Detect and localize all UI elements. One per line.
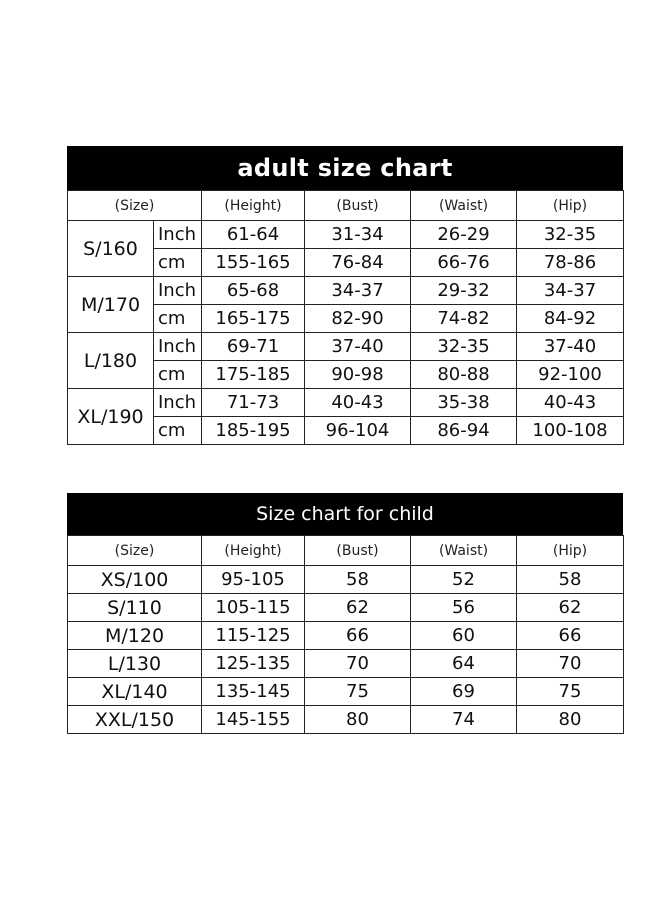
header-bust: (Bust): [305, 191, 411, 221]
height-cm: 155-165: [202, 249, 305, 277]
hip-cell: 80: [517, 706, 624, 734]
size-cell: S/160: [68, 221, 154, 277]
height-cell: 145-155: [202, 706, 305, 734]
table-row: [68, 277, 624, 305]
bust-cm: 82-90: [305, 305, 411, 333]
waist-cell: 56: [411, 594, 517, 622]
bust-cm: 96-104: [305, 417, 411, 445]
hip-cm: 92-100: [517, 361, 624, 389]
waist-cm: 74-82: [411, 305, 517, 333]
header-waist: (Waist): [411, 191, 517, 221]
height-cell: 115-125: [202, 622, 305, 650]
table-row: [68, 678, 624, 706]
waist-cell: 52: [411, 566, 517, 594]
header-hip: (Hip): [517, 191, 624, 221]
hip-cell: 66: [517, 622, 624, 650]
height-cell: 105-115: [202, 594, 305, 622]
table-row: [68, 389, 624, 417]
table-row: [68, 622, 624, 650]
header-size: (Size): [68, 536, 202, 566]
size-cell: XL/190: [68, 389, 154, 445]
hip-cell: 58: [517, 566, 624, 594]
unit-inch: Inch: [154, 277, 202, 305]
unit-cm: cm: [154, 417, 202, 445]
waist-cm: 80-88: [411, 361, 517, 389]
bust-cell: 66: [305, 622, 411, 650]
table-row: [68, 221, 624, 249]
height-cm: 175-185: [202, 361, 305, 389]
hip-cm: 100-108: [517, 417, 624, 445]
bust-cell: 80: [305, 706, 411, 734]
height-inch: 69-71: [202, 333, 305, 361]
header-size: (Size): [68, 191, 202, 221]
waist-inch: 29-32: [411, 277, 517, 305]
height-cell: 135-145: [202, 678, 305, 706]
adult-chart-title: adult size chart: [67, 146, 623, 190]
unit-inch: Inch: [154, 221, 202, 249]
bust-cell: 75: [305, 678, 411, 706]
child-chart-title: Size chart for child: [67, 493, 623, 535]
child-header-row: [68, 536, 624, 566]
unit-cm: cm: [154, 305, 202, 333]
waist-cell: 74: [411, 706, 517, 734]
bust-cell: 62: [305, 594, 411, 622]
hip-cm: 78-86: [517, 249, 624, 277]
adult-size-chart: [67, 146, 623, 445]
table-row: [68, 650, 624, 678]
table-row: [68, 594, 624, 622]
height-inch: 61-64: [202, 221, 305, 249]
hip-cell: 62: [517, 594, 624, 622]
waist-cm: 66-76: [411, 249, 517, 277]
hip-inch: 34-37: [517, 277, 624, 305]
hip-inch: 32-35: [517, 221, 624, 249]
bust-inch: 31-34: [305, 221, 411, 249]
hip-inch: 40-43: [517, 389, 624, 417]
size-cell: S/110: [68, 594, 202, 622]
size-cell: L/180: [68, 333, 154, 389]
waist-cell: 64: [411, 650, 517, 678]
waist-cell: 69: [411, 678, 517, 706]
header-height: (Height): [202, 191, 305, 221]
bust-cm: 90-98: [305, 361, 411, 389]
adult-size-table: [67, 190, 624, 445]
size-cell: M/170: [68, 277, 154, 333]
size-cell: XXL/150: [68, 706, 202, 734]
header-height: (Height): [202, 536, 305, 566]
table-row: [68, 706, 624, 734]
waist-cm: 86-94: [411, 417, 517, 445]
unit-cm: cm: [154, 249, 202, 277]
size-cell: XL/140: [68, 678, 202, 706]
size-cell: XS/100: [68, 566, 202, 594]
unit-cm: cm: [154, 361, 202, 389]
size-cell: M/120: [68, 622, 202, 650]
bust-inch: 40-43: [305, 389, 411, 417]
hip-cell: 75: [517, 678, 624, 706]
unit-inch: Inch: [154, 389, 202, 417]
table-row: [68, 333, 624, 361]
bust-inch: 37-40: [305, 333, 411, 361]
hip-cm: 84-92: [517, 305, 624, 333]
height-cell: 95-105: [202, 566, 305, 594]
waist-inch: 35-38: [411, 389, 517, 417]
height-cm: 185-195: [202, 417, 305, 445]
height-inch: 71-73: [202, 389, 305, 417]
bust-inch: 34-37: [305, 277, 411, 305]
child-size-table: [67, 535, 624, 734]
waist-inch: 26-29: [411, 221, 517, 249]
bust-cell: 70: [305, 650, 411, 678]
waist-inch: 32-35: [411, 333, 517, 361]
height-inch: 65-68: [202, 277, 305, 305]
adult-header-row: [68, 191, 624, 221]
header-bust: (Bust): [305, 536, 411, 566]
hip-cell: 70: [517, 650, 624, 678]
height-cell: 125-135: [202, 650, 305, 678]
header-waist: (Waist): [411, 536, 517, 566]
bust-cm: 76-84: [305, 249, 411, 277]
bust-cell: 58: [305, 566, 411, 594]
table-row: [68, 566, 624, 594]
child-size-chart: [67, 493, 623, 734]
waist-cell: 60: [411, 622, 517, 650]
header-hip: (Hip): [517, 536, 624, 566]
unit-inch: Inch: [154, 333, 202, 361]
size-cell: L/130: [68, 650, 202, 678]
hip-inch: 37-40: [517, 333, 624, 361]
height-cm: 165-175: [202, 305, 305, 333]
